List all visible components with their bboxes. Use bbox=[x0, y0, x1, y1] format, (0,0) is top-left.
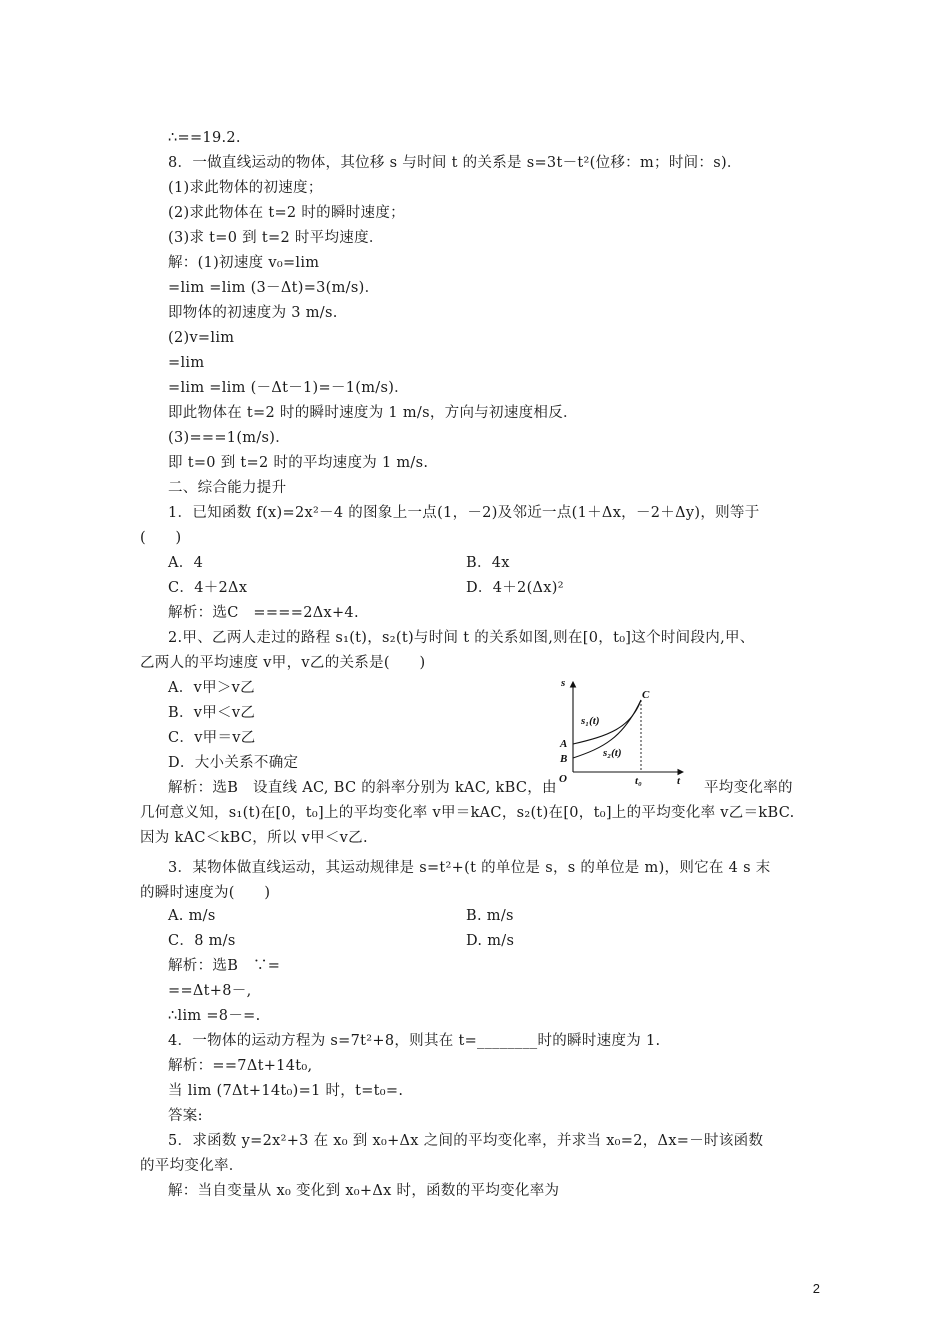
option-a: A．v甲＞v乙 bbox=[168, 680, 255, 696]
label-t0: t₀ bbox=[635, 775, 642, 787]
option-b: B．v甲＜v乙 bbox=[168, 705, 256, 721]
text-line: 的平均变化率． bbox=[140, 1158, 244, 1174]
text-line: 解析：选B 设直线 AC, BC 的斜率分别为 kAC, kBC，由 bbox=[168, 780, 557, 796]
text-line: 解析：==7Δt+14t₀, bbox=[168, 1058, 313, 1074]
problem-4: 4．一物体的运动方程为 s=7t²+8，则其在 t=________时的瞬时速度为 1. bbox=[168, 1033, 661, 1049]
text-line: ==Δt+8－, bbox=[168, 983, 252, 999]
text-line: 解：(1)初速度 v₀=lim bbox=[168, 255, 320, 271]
text-line: (3)===1(m/s)． bbox=[168, 430, 291, 446]
option-b: B．4x bbox=[466, 555, 510, 571]
section-heading: 二、综合能力提升 bbox=[168, 480, 287, 496]
text-line: 解析：选B ∵= bbox=[168, 958, 281, 974]
text-line: 即物体的初速度为 3 m/s. bbox=[168, 305, 338, 321]
text-line: =lim bbox=[168, 355, 205, 371]
label-a: A bbox=[560, 738, 568, 750]
text-line: 即 t=0 到 t=2 时的平均速度为 1 m/s. bbox=[168, 455, 429, 471]
label-c: C bbox=[642, 689, 650, 701]
label-s: s bbox=[561, 677, 566, 689]
problem-5: 5．求函数 y=2x²+3 在 x₀ 到 x₀+Δx 之间的平均变化率，并求当 x₀=2，Δx=－时该函数 bbox=[168, 1133, 764, 1149]
option-a: A. m/s bbox=[168, 908, 216, 924]
page-number: 2 bbox=[812, 1281, 820, 1296]
option-c: C．4＋2Δx bbox=[168, 580, 248, 596]
text-line: 几何意义知，s₁(t)在[0，t₀]上的平均变化率 v甲＝kAC，s₂(t)在[0，t₀]上的平均变化率 v乙＝kBC. bbox=[140, 805, 795, 821]
problem-3: 3．某物体做直线运动，其运动规律是 s=t²+(t 的单位是 s，s 的单位是 m)，则它在 4 s 末 bbox=[168, 860, 771, 876]
problem-8: 8．一做直线运动的物体，其位移 s 与时间 t 的关系是 s=3t－t²(位移：m；时间：s)． bbox=[168, 155, 742, 171]
text-line: ∴==19.2. bbox=[168, 130, 241, 146]
text-line: (1)求此物体的初速度； bbox=[168, 180, 323, 196]
label-origin: O bbox=[559, 773, 567, 785]
text-line: ( ) bbox=[140, 530, 182, 546]
option-c: C．8 m/s bbox=[168, 933, 236, 949]
text-line: 因为 kAC＜kBC，所以 v甲＜v乙. bbox=[140, 830, 368, 846]
text-line: 解析：选C ====2Δx+4. bbox=[168, 605, 359, 621]
problem-1: 1．已知函数 f(x)=2x²－4 的图象上一点(1，－2)及邻近一点(1＋Δx，－2＋Δy)，则等于 bbox=[168, 505, 760, 521]
text-line: 平均变化率的 bbox=[704, 780, 793, 796]
label-s2: s₂(t) bbox=[603, 747, 622, 759]
text-line: ∴lim =8－=. bbox=[168, 1008, 261, 1024]
label-s1: s₁(t) bbox=[581, 715, 600, 727]
distance-time-figure bbox=[553, 676, 689, 790]
problem-2: 2.甲、乙两人走过的路程 s₁(t)，s₂(t)与时间 t 的关系如图,则在[0，t₀]这个时间段内,甲、 bbox=[168, 630, 755, 646]
option-c: C．v甲＝v乙 bbox=[168, 730, 256, 746]
text-line: 乙两人的平均速度 v甲，v乙的关系是( ) bbox=[140, 655, 426, 671]
option-b: B. m/s bbox=[466, 908, 514, 924]
text-line: (2)v=lim bbox=[168, 330, 235, 346]
text-line: (3)求 t=0 到 t=2 时平均速度． bbox=[168, 230, 384, 246]
text-line: (2)求此物体在 t=2 时的瞬时速度； bbox=[168, 205, 405, 221]
label-t: t bbox=[677, 775, 681, 787]
option-a: A．4 bbox=[168, 555, 204, 571]
text-line: =lim =lim (3－Δt)=3(m/s)． bbox=[168, 280, 380, 296]
text-line: 当 lim (7Δt+14t₀)=1 时，t=t₀=. bbox=[168, 1083, 404, 1099]
text-line: 的瞬时速度为( ) bbox=[140, 885, 271, 901]
option-d: D．4＋2(Δx)² bbox=[466, 580, 564, 596]
text-line: 解：当自变量从 x₀ 变化到 x₀+Δx 时，函数的平均变化率为 bbox=[168, 1183, 560, 1199]
option-d: D．大小关系不确定 bbox=[168, 755, 299, 771]
text-line: =lim =lim (－Δt－1)=－1(m/s)． bbox=[168, 380, 409, 396]
label-b: B bbox=[560, 753, 568, 765]
text-line: 即此物体在 t=2 时的瞬时速度为 1 m/s，方向与初速度相反． bbox=[168, 405, 578, 421]
option-d: D. m/s bbox=[466, 933, 515, 949]
text-line: 答案: bbox=[168, 1108, 203, 1124]
